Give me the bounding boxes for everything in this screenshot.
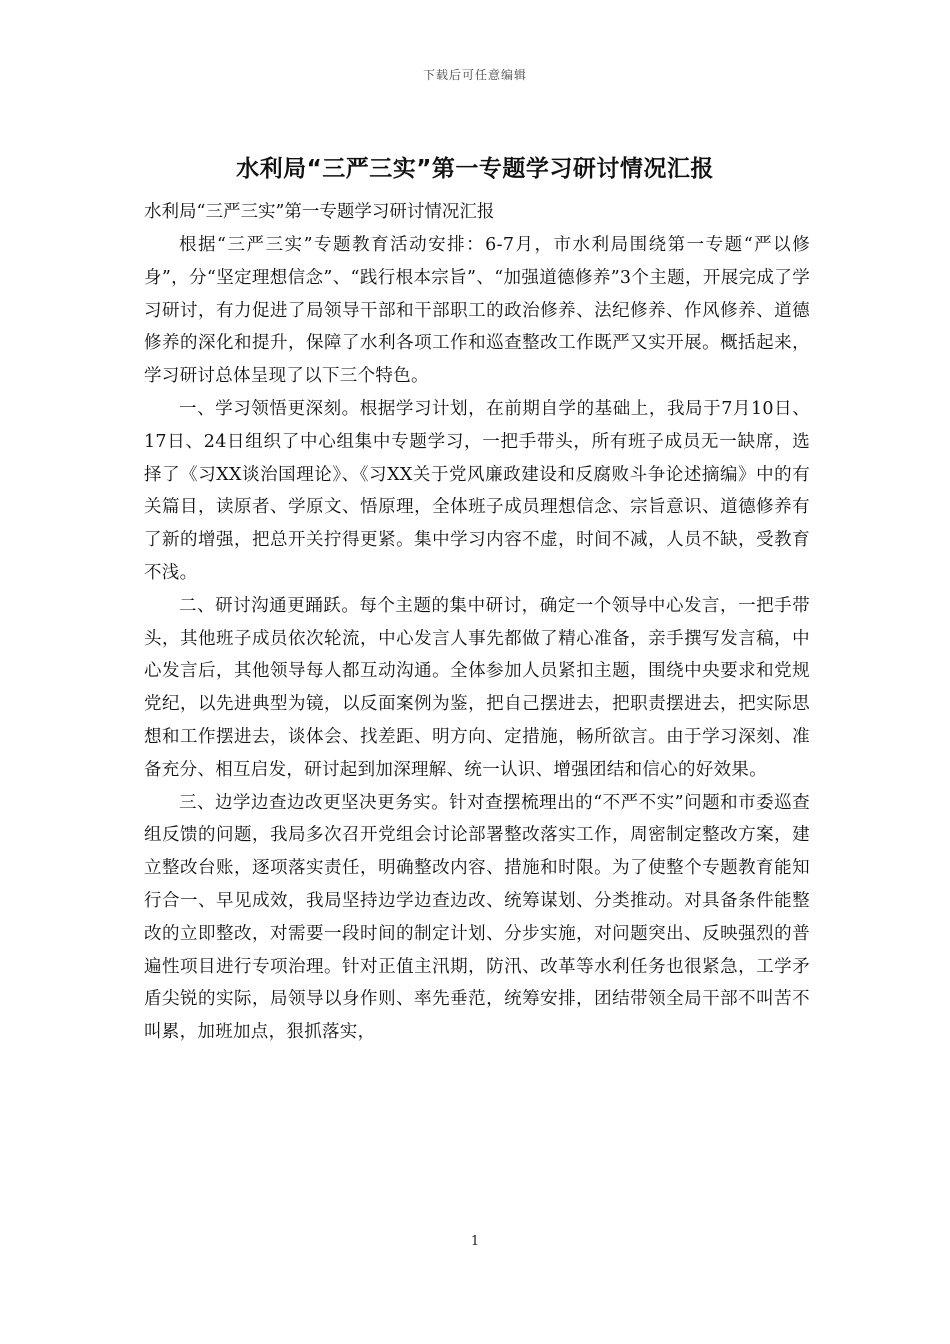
page-header-note: 下载后可任意编辑 [422,68,527,82]
page-number: 1 [470,1234,480,1249]
paragraph-section-1: 一、学习领悟更深刻。根据学习计划，在前期自学的基础上，我局于7月10日、17日、24日组织了中心组集中专题学习，一把手带头，所有班子成员无一缺席，选择了《习XX谈治国理论》、《习XX关于党风廉政建设和反腐败斗争论述摘编》中的有关篇目，读原者、学原文、悟原理，全体班子成员理想信念、宗旨意识、道德修养有了新的增强，把总开关拧得更紧。集中学习内容不虚，时间不减，人员不缺，受教育不浅。 [144,398,810,583]
document-subtitle: 水利局“三严三实”第一专题学习研讨情况汇报 [144,202,495,222]
document-title: 水利局“三严三实”第一专题学习研讨情况汇报 [236,156,714,182]
paragraph-intro: 根据“三严三实”专题教育活动安排：6-7月，市水利局围绕第一专题“严以修身”，分“坚定理想信念”、“践行根本宗旨”、“加强道德修养”3个主题，开展完成了学习研讨，有力促进了局领导干部和干部职工的政治修养、法纪修养、作风修养、道德修养的深化和提升，保障了水利各项工作和巡查整改工作既严又实开展。概括起来，学习研讨总体呈现了以下三个特色。 [144,235,810,387]
paragraph-section-3: 三、边学边查边改更坚决更务实。针对查摆梳理出的“不严不实”问题和市委巡查组反馈的问题，我局多次召开党组会讨论部署整改落实工作，周密制定整改方案，建立整改台账，逐项落实责任，明确整改内容、措施和时限。为了使整个专题教育能知行合一、早见成效，我局坚持边学边查边改、统筹谋划、分类推动。对具备条件能整改的立即整改，对需要一段时间的制定计划、分步实施，对问题突出、反映强烈的普遍性项目进行专项治理。针对正值主汛期，防汛、改革等水利任务也很紧急，工学矛盾尖锐的实际，局领导以身作则、率先垂范，统筹安排，团结带领全局干部不叫苦不叫累，加班加点，狠抓落实， [144,792,810,1043]
document-body [144,196,810,1049]
paragraph-section-2: 二、研讨沟通更踊跃。每个主题的集中研讨，确定一个领导中心发言，一把手带头，其他班子成员依次轮流，中心发言人事先都做了精心准备，亲手撰写发言稿，中心发言后，其他领导每人都互动沟通。全体参加人员紧扣主题，围绕中央要求和党规党纪，以先进典型为镜，以反面案例为鉴，把自己摆进去，把职责摆进去，把实际思想和工作摆进去，谈体会、找差距、明方向、定措施，畅所欲言。由于学习深刻、准备充分、相互启发，研讨起到加深理解、统一认识、增强团结和信心的好效果。 [144,595,810,780]
